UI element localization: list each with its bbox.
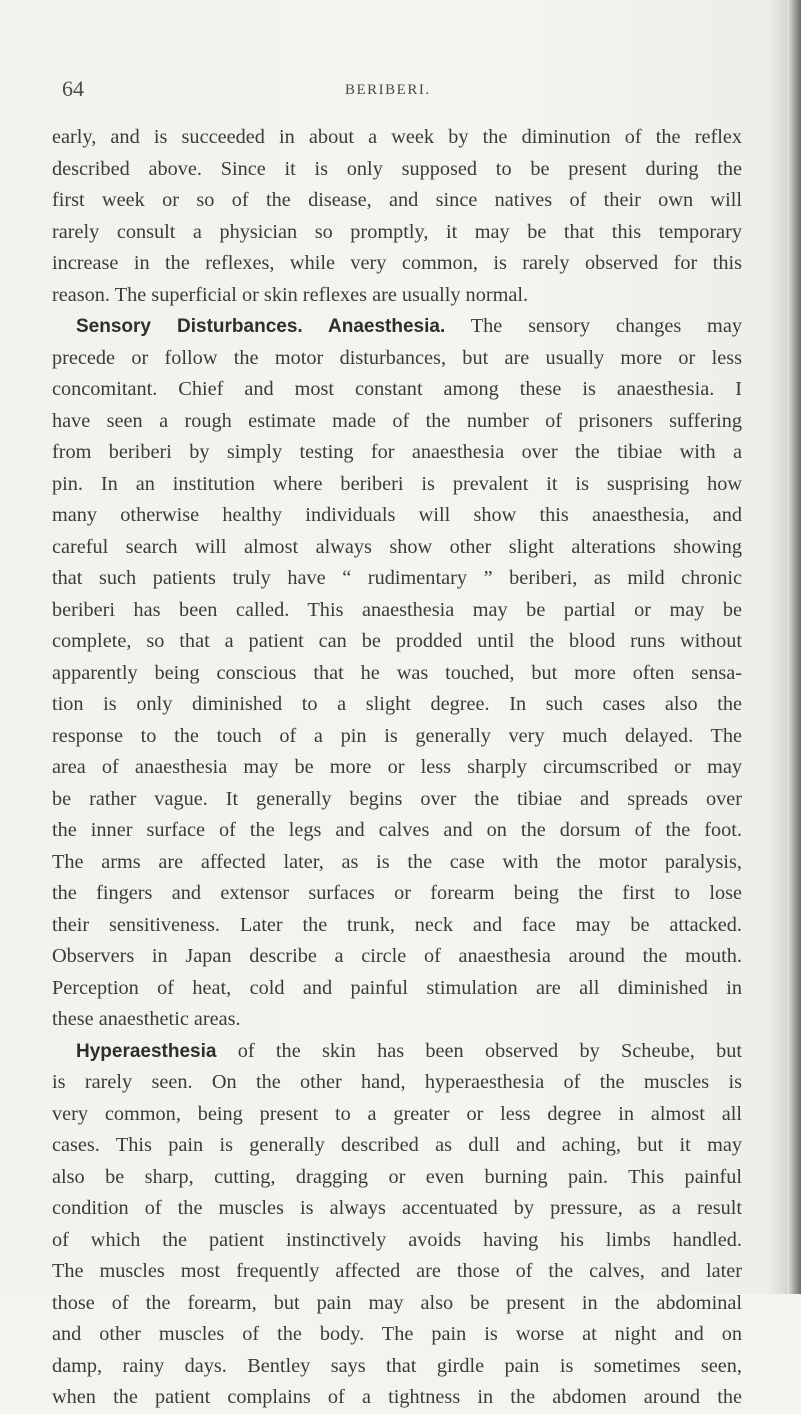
text-line xyxy=(52,1193,742,1225)
line-text: Observers in Japan describe a circle of anaesthesia around the mouth. xyxy=(52,945,742,967)
line-text: described above. Since it is only supposed to be present during the xyxy=(52,157,742,180)
line-text: and other muscles of the body. The pain is worse at night and on xyxy=(52,1323,742,1345)
line-text: careful search will almost always show other slight alterations showing xyxy=(52,535,742,558)
line-text: rarely consult a physician so promptly, it may be that this temporary xyxy=(52,220,742,243)
text-line xyxy=(52,1288,742,1320)
text-line xyxy=(52,1256,742,1288)
page-edge-shadow xyxy=(787,0,801,1294)
body-text xyxy=(52,122,742,1414)
text-line xyxy=(52,500,742,532)
line-text: concomitant. Chief and most constant among these is anaesthesia. I xyxy=(52,378,742,400)
text-line xyxy=(52,721,742,753)
text-line xyxy=(52,1004,742,1036)
text-line xyxy=(52,1099,742,1131)
section-heading: Sensory Disturbances. Anaesthesia. xyxy=(76,316,446,337)
line-text: complete, so that a patient can be prodded until the blood runs without xyxy=(52,630,742,652)
line-text: these anaesthetic areas. xyxy=(52,1008,241,1030)
line-text: first week or so of the disease, and since natives of their own will xyxy=(52,189,742,211)
line-text: also be sharp, cutting, dragging or even burning pain. This painful xyxy=(52,1165,742,1188)
text-line xyxy=(52,374,742,406)
text-line xyxy=(52,1351,742,1383)
text-line xyxy=(52,1130,742,1162)
line-text: reason. The superficial or skin reflexes are usually normal. xyxy=(52,283,529,306)
text-line xyxy=(52,595,742,627)
text-line xyxy=(52,815,742,847)
line-text: tion is only diminished to a slight degree. In such cases also the xyxy=(52,693,742,715)
line-text: when the patient complains of a tightness in the abdomen around the xyxy=(52,1386,742,1408)
text-line xyxy=(52,1162,742,1194)
text-line xyxy=(52,343,742,375)
line-text: The muscles most frequently affected are those of the calves, and later xyxy=(52,1260,742,1282)
text-line xyxy=(52,1319,742,1351)
text-line xyxy=(52,154,742,186)
running-title: BERIBERI. xyxy=(345,82,431,98)
text-line xyxy=(52,878,742,910)
text-line xyxy=(52,1067,742,1099)
text-line xyxy=(52,563,742,595)
line-text: that such patients truly have “ rudimentary ” beriberi, as mild chronic xyxy=(52,567,742,589)
line-text: precede or follow the motor disturbances, but are usually more or less xyxy=(52,346,742,369)
text-line xyxy=(52,1036,742,1068)
line-text: many otherwise healthy individuals will show this anaesthesia, and xyxy=(52,504,742,526)
line-text: is rarely seen. On the other hand, hyperaesthesia of the muscles is xyxy=(52,1071,742,1093)
page-number: 64 xyxy=(62,76,84,101)
text-line xyxy=(52,689,742,721)
text-line xyxy=(52,311,742,343)
line-text: damp, rainy days. Bentley says that girdle pain is sometimes seen, xyxy=(52,1354,742,1377)
line-text: pin. In an institution where beriberi is prevalent it is susprising how xyxy=(52,472,742,495)
text-line xyxy=(52,626,742,658)
line-text: The sensory changes may xyxy=(445,315,742,337)
text-line xyxy=(52,910,742,942)
text-line xyxy=(52,280,742,312)
text-line xyxy=(52,217,742,249)
line-text: their sensitiveness. Later the trunk, neck and face may be attacked. xyxy=(52,913,742,936)
text-line xyxy=(52,532,742,564)
line-text: the inner surface of the legs and calves and on the dorsum of the foot. xyxy=(52,819,742,841)
text-line xyxy=(52,406,742,438)
line-text: very common, being present to a greater or less degree in almost all xyxy=(52,1102,742,1125)
section-heading: Hyperaesthesia xyxy=(76,1040,217,1062)
line-text: apparently being conscious that he was touched, but more often sensa- xyxy=(52,661,742,684)
line-text: increase in the reflexes, while very common, is rarely observed for this xyxy=(52,252,742,274)
line-text: Perception of heat, cold and painful stimulation are all diminished in xyxy=(52,976,742,999)
text-line xyxy=(52,658,742,690)
text-line xyxy=(52,784,742,816)
line-text: of which the patient instinctively avoids having his limbs handled. xyxy=(52,1228,742,1251)
text-line xyxy=(52,1225,742,1257)
text-line xyxy=(52,1382,742,1414)
line-text: have seen a rough estimate made of the number of prisoners suffering xyxy=(52,409,742,432)
text-line xyxy=(52,248,742,280)
line-text: condition of the muscles is always accentuated by pressure, as a result xyxy=(52,1197,742,1219)
line-text: response to the touch of a pin is generally very much delayed. The xyxy=(52,724,742,747)
line-text: area of anaesthesia may be more or less sharply circumscribed or may xyxy=(52,756,742,778)
text-line xyxy=(52,437,742,469)
page-header xyxy=(0,76,801,106)
text-line xyxy=(52,185,742,217)
text-line xyxy=(52,941,742,973)
line-text: cases. This pain is generally described as dull and aching, but it may xyxy=(52,1134,742,1156)
line-text: from beriberi by simply testing for anaesthesia over the tibiae with a xyxy=(52,441,742,463)
text-line xyxy=(52,469,742,501)
line-text: early, and is succeeded in about a week by the diminution of the reflex xyxy=(52,126,742,148)
line-text: of the skin has been observed by Scheube, but xyxy=(216,1039,742,1062)
line-text: The arms are affected later, as is the case with the motor paralysis, xyxy=(52,850,742,873)
line-text: the fingers and extensor surfaces or forearm being the first to lose xyxy=(52,882,742,904)
text-line xyxy=(52,752,742,784)
text-line xyxy=(52,122,742,154)
line-text: be rather vague. It generally begins over the tibiae and spreads over xyxy=(52,787,742,810)
text-line xyxy=(52,973,742,1005)
line-text: beriberi has been called. This anaesthesia may be partial or may be xyxy=(52,598,742,621)
line-text: those of the forearm, but pain may also be present in the abdominal xyxy=(52,1291,742,1314)
text-line xyxy=(52,847,742,879)
